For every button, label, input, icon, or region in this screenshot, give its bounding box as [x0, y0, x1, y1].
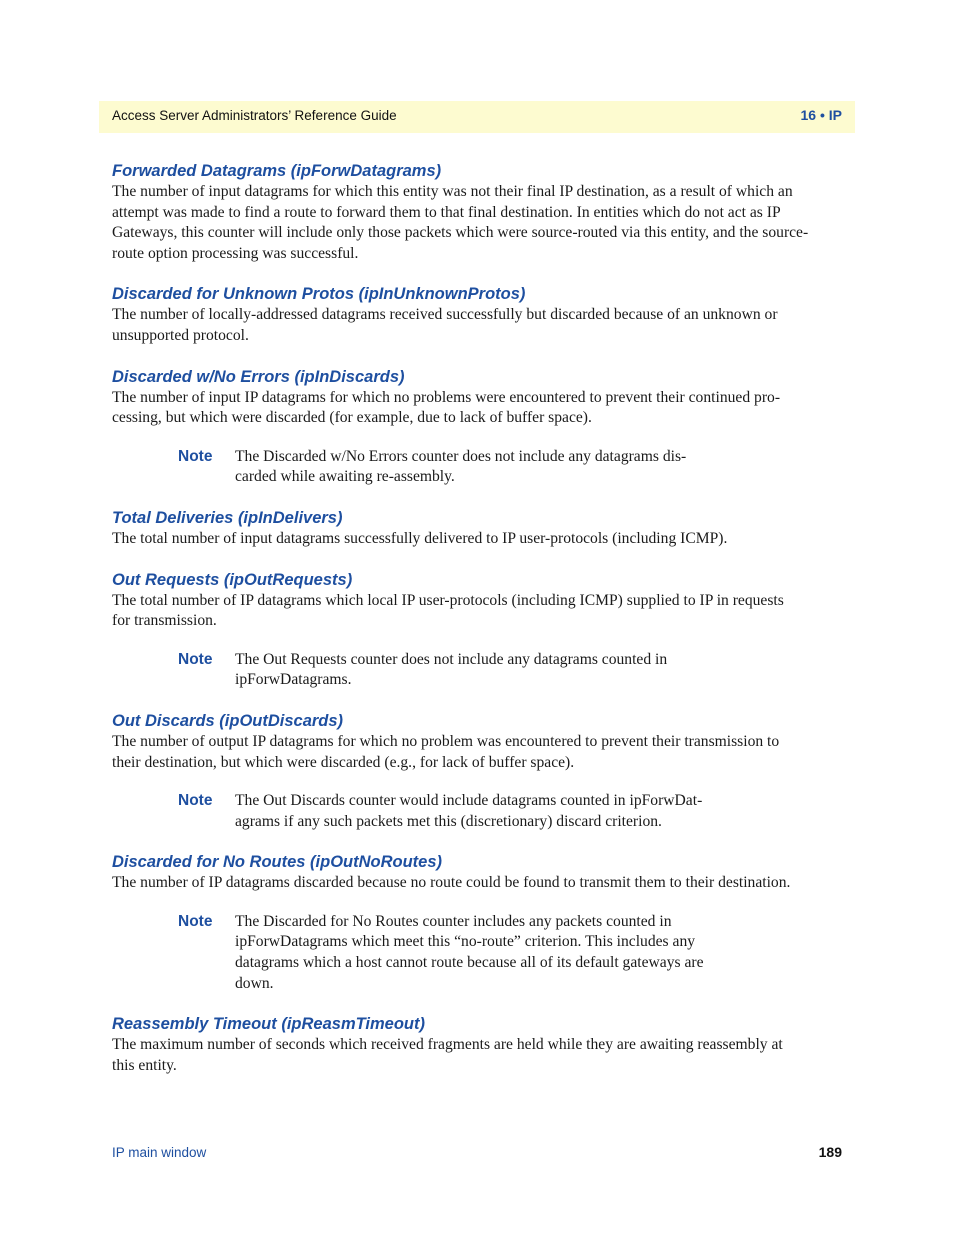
running-header: [99, 101, 855, 133]
note-line: ipForwDatagrams.: [235, 671, 352, 689]
section: [112, 160, 844, 264]
note-line: carded while awaiting re-assembly.: [235, 468, 455, 486]
body-line: The number of locally-addressed datagrams received successfully but discarded because of an unknown or: [112, 306, 778, 324]
body-line: The total number of input datagrams successfully delivered to IP user-protocols (including ICMP).: [112, 529, 728, 547]
note-block: [112, 650, 844, 691]
chapter-label: 16 • IP: [800, 107, 842, 123]
note-block: [112, 912, 844, 994]
section-body: [112, 388, 844, 429]
note-label: Note: [178, 792, 213, 810]
body-line: unsupported protocol.: [112, 326, 249, 344]
body-line: for transmission.: [112, 612, 217, 630]
body-line: their destination, but which were discarded (e.g., for lack of buffer space).: [112, 753, 575, 771]
note-label: Note: [178, 650, 213, 668]
body-line: The total number of IP datagrams which local IP user-protocols (including ICMP) supplied to IP in requests: [112, 591, 784, 609]
note-label: Note: [178, 447, 213, 465]
note-text: [235, 447, 730, 488]
section: [112, 283, 844, 346]
page-number: 189: [818, 1144, 842, 1160]
body-line: The number of input IP datagrams for which no problems were encountered to prevent their continued pro-: [112, 388, 781, 406]
section-body: [112, 305, 844, 346]
footer-section-link[interactable]: IP main window: [112, 1145, 207, 1160]
note-text: [235, 650, 730, 691]
body-line: cessing, but which were discarded (for example, due to lack of buffer space).: [112, 409, 592, 427]
section-heading: Discarded for No Routes (ipOutNoRoutes): [112, 853, 443, 872]
body-line: Gateways, this counter will include only those packets which were source-routed via this entity, and the source-: [112, 224, 809, 242]
note-line: ipForwDatagrams which meet this “no-route” criterion. This includes any: [235, 933, 696, 951]
section-body: [112, 529, 844, 550]
section-heading: Out Requests (ipOutRequests): [112, 570, 353, 589]
section: [112, 851, 844, 994]
body-line: The number of output IP datagrams for which no problem was encountered to prevent their transmission to: [112, 732, 780, 750]
body-line: attempt was made to find a route to forward them to that final destination. In entities which do not act as IP: [112, 203, 781, 221]
section: [112, 569, 844, 691]
body-line: The number of input datagrams for which this entity was not their final IP destination, as a result of which an: [112, 183, 793, 200]
body-line: The maximum number of seconds which received fragments are held while they are awaiting reassembly at: [112, 1036, 783, 1054]
body-line: this entity.: [112, 1056, 177, 1074]
note-line: down.: [235, 974, 274, 992]
section-heading: Total Deliveries (ipInDelivers): [112, 508, 343, 527]
section-heading: Discarded for Unknown Protos (ipInUnknownProtos): [112, 285, 526, 304]
note-block: [112, 791, 844, 832]
note-line: The Discarded for No Routes counter includes any packets counted in: [235, 912, 672, 930]
note-label: Note: [178, 912, 213, 930]
note-line: The Out Discards counter would include datagrams counted in ipForwDat-: [235, 792, 703, 810]
body-line: route option processing was successful.: [112, 244, 359, 262]
section: [112, 710, 844, 832]
section-body: [112, 732, 844, 773]
section-body: [112, 591, 844, 632]
section-body: [112, 873, 844, 894]
note-block: [112, 447, 844, 488]
section-heading: Discarded w/No Errors (ipInDiscards): [112, 367, 405, 386]
section: [112, 507, 844, 550]
note-text: [235, 912, 730, 994]
section-heading: Reassembly Timeout (ipReasmTimeout): [112, 1015, 425, 1034]
section-heading: Forwarded Datagrams (ipForwDatagrams): [112, 162, 442, 180]
note-line: datagrams which a host cannot route because all of its default gateways are: [235, 954, 704, 972]
body-line: The number of IP datagrams discarded because no route could be found to transmit them to their destination.: [112, 874, 791, 892]
guide-title: Access Server Administrators’ Reference Guide: [112, 108, 397, 123]
section-heading: Out Discards (ipOutDiscards): [112, 711, 344, 730]
note-line: The Out Requests counter does not include any datagrams counted in: [235, 650, 668, 668]
page-content: [112, 160, 844, 1095]
note-line: agrams if any such packets met this (discretionary) discard criterion.: [235, 812, 662, 830]
note-line: The Discarded w/No Errors counter does not include any datagrams dis-: [235, 447, 687, 465]
section: [112, 366, 844, 488]
section: [112, 1013, 844, 1076]
section-body: [112, 1035, 844, 1076]
note-text: [235, 791, 730, 832]
section-body: [112, 182, 844, 264]
